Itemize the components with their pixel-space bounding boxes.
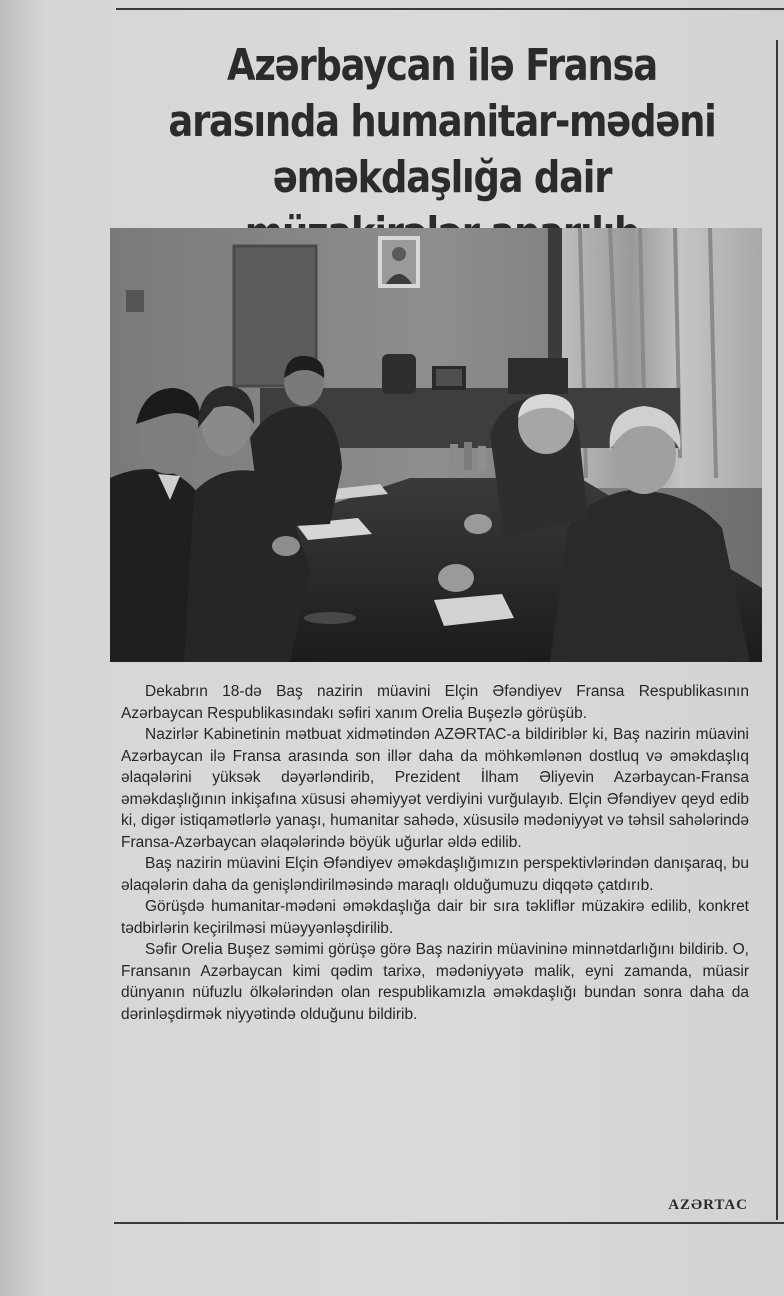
article-paragraph-3: Baş nazirin müavini Elçin Əfəndiyev əməkdaşlığımızın perspektivlərindən danışaraq, bu əlaqələrin daha da genişləndirilməsində maraqlı olduğumuzu diqqətə çatdırıb.	[121, 855, 749, 894]
bottom-rule	[114, 1222, 784, 1224]
article-paragraph-5: Səfir Orelia Buşez səmimi görüşə görə Baş nazirin müavininə minnətdarlığını bildirib. O, Fransanın Azərbaycan kimi qədim tarixə, mədəniyyətə malik, eyni zamanda, müasir dünyanın nüfuzlu ölkələrindən olan respublikamızla əməkdaşlığı bundan sonra daha da dərinləşdirmək niyyətində olduğunu bildirib.	[121, 941, 749, 1023]
top-rule	[116, 8, 784, 10]
meeting-photo-illustration	[110, 228, 762, 662]
article-paragraph-1: Dekabrın 18-də Baş nazirin müavini Elçin Əfəndiyev Fransa Respublikasının Azərbaycan Respublikasındakı səfiri xanım Orelia Buşezlə görüşüb.	[121, 683, 749, 722]
meeting-photo	[110, 228, 762, 662]
news-agency-credit: AZƏRTAC	[668, 1197, 748, 1213]
article-paragraph-4: Görüşdə humanitar-mədəni əməkdaşlığa dair bir sıra təkliflər müzakirə edilib, konkret tədbirlərin keçirilməsi müəyyənləşdirilib.	[121, 898, 749, 937]
article-body	[121, 681, 749, 1025]
article-paragraph-2: Nazirlər Kabinetinin mətbuat xidmətindən AZƏRTAC-a bildiriblər ki, Baş nazirin müavini Azərbaycan ilə Fransa arasında son illər daha da möhkəmlənən dostluq və əməkdaşlıq əlaqələrini yüksək dəyərləndirib, Prezident İlham Əliyevin Azərbaycan-Fransa əməkdaşlığının inkişafına xüsusi əhəmiyyət verdiyini vurğulayıb. Elçin Əfəndiyev qeyd edib ki, digər istiqamətlərlə yanaşı, humanitar sahədə, xüsusilə mədəniyyət və təhsil sahələrində Fransa-Azərbaycan əlaqələrində böyük uğurlar əldə edilib.	[121, 726, 749, 851]
right-column-rule	[776, 40, 778, 1220]
article-headline: Azərbaycan ilə Fransa arasında humanitar-mədəni əməkdaşlığa dair	[168, 40, 716, 203]
